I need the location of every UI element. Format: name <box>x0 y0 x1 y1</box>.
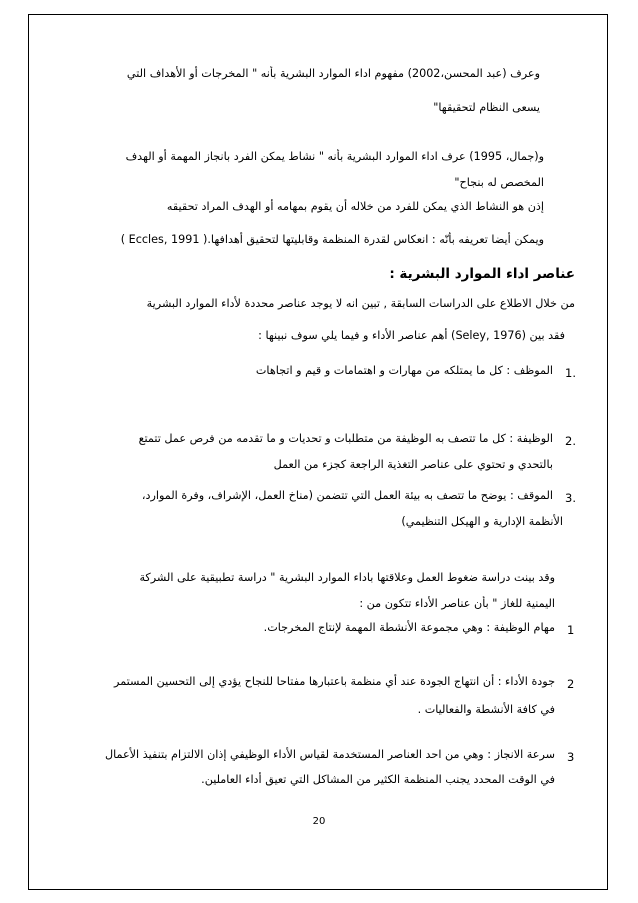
list-item-line: سرعة الانجاز : وهي من احد العناصر المستخدمة لقياس الأداء الوظيفي إذان الالتزام بتنفيذ الأعمال <box>105 748 555 761</box>
list-item-line: الأنظمة الإدارية و الهيكل التنظيمي) <box>401 515 563 528</box>
intro-line: فقد بين (Seley, 1976) أهم عناصر الأداء و فيما يلي سوف نبينها : <box>258 329 565 342</box>
list-item-line: في الوقت المحدد يجنب المنظمة الكثير من المشاكل التي تعيق أداء العاملين. <box>201 773 555 786</box>
list-item-line: الموقف : يوضح ما تتصف به بيئة العمل التي تتضمن (مناخ العمل، الإشراف، وفرة الموارد، <box>141 489 553 502</box>
list-item-line: بالتحدي و تحتوي على عناصر التغذية الراجعة كجزء من العمل <box>273 458 553 471</box>
paragraph-line: وعرف (عبد المحسن،2002) مفهوم اداء الموارد البشرية بأنه " المخرجات أو الأهداف التي <box>126 67 540 80</box>
list-number: 3. <box>565 491 576 505</box>
page-number: 20 <box>312 816 326 827</box>
list-item-line: مهام الوظيفة : وهي مجموعة الأنشطة المهمة لإنتاج المخرجات. <box>263 621 555 634</box>
list-item-line: جودة الأداء : أن انتهاج الجودة عند أي منظمة باعتبارها مفتاحا للنجاح يؤدي إلى التحسين المستمر <box>114 675 555 688</box>
paragraph-line: ويمكن أيضا تعريفه بأنّه : انعكاس لقدرة المنظمة وقابليتها لتحقيق أهدافها.( Eccles, 1991 ) <box>120 233 544 246</box>
paragraph-line: المخصص له بنجاح" <box>454 176 544 189</box>
study-line: اليمنية للغاز " بأن عناصر الأداء تتكون من : <box>359 597 555 610</box>
list-number: 1. <box>565 366 576 380</box>
list-item-line: الموظف : كل ما يمتلكه من مهارات و اهتمامات و قيم و اتجاهات <box>255 364 553 377</box>
paragraph-line: و(جمال، 1995) عرف اداء الموارد البشرية بأنه " نشاط يمكن الفرد بانجاز المهمة أو الهدف <box>125 150 544 163</box>
list-number: 3 <box>567 750 575 764</box>
paragraph-line: إذن هو النشاط الذي يمكن للفرد من خلاله أن يقوم بمهامه أو الهدف المراد تحقيقه <box>166 200 544 213</box>
section-heading: عناصر اداء الموارد البشرية : <box>389 266 575 282</box>
list-number: 1 <box>567 623 575 637</box>
list-item-line: في كافة الأنشطة والفعاليات . <box>417 703 555 716</box>
intro-line: من خلال الاطلاع على الدراسات السابقة , تبين انه لا يوجد عناصر محددة لأداء الموارد البشرية <box>146 297 575 310</box>
paragraph-line: يسعى النظام لتحقيقها" <box>433 101 540 114</box>
list-item-line: الوظيفة : كل ما تتصف به الوظيفة من متطلبات و تحديات و ما تقدمه من فرص عمل تتمتع <box>138 432 553 445</box>
study-line: وقد بينت دراسة ضغوط العمل وعلاقتها باداء الموارد البشرية " دراسة تطبيقية على الشركة <box>139 571 555 584</box>
list-number: 2 <box>567 677 575 691</box>
list-number: 2. <box>565 434 576 448</box>
